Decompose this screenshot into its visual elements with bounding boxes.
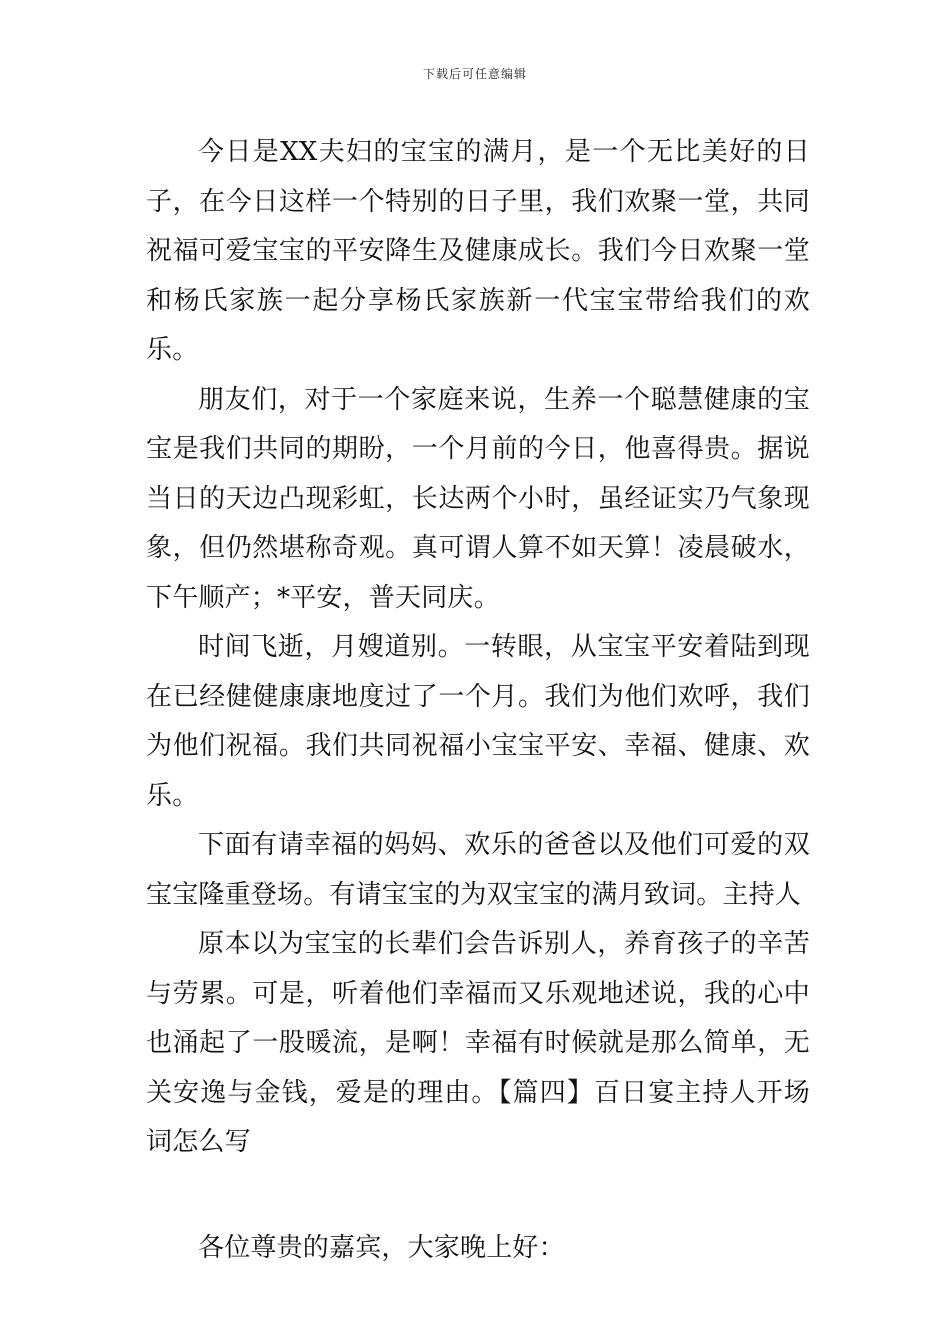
paragraph-3: 时间飞逝，月嫂道别。一转眼，从宝宝平安着陆到现在已经健健康康地度过了一个月。我们为他们欢呼，我们为他们祝福。我们共同祝福小宝宝平安、幸福、健康、欢乐。 [146,632,810,811]
document-body [146,128,810,1273]
paragraph-spacer [146,1168,810,1224]
paragraph-1: 今日是XX夫妇的宝宝的满月，是一个无比美好的日子，在今日这样一个特别的日子里，我们欢聚一堂，共同祝福可爱宝宝的平安降生及健康成长。我们今日欢聚一堂和杨氏家族一起分享杨氏家族新一代宝宝带给我们的欢乐。 [146,137,810,365]
paragraph-5: 原本以为宝宝的长辈们会告诉别人，养育孩子的辛苦与劳累。可是，听着他们幸福而又乐观地述说，我的心中也涌起了一股暖流，是啊！幸福有时候就是那么简单，无关安逸与金钱，爱是的理由。【篇四】百日宴主持人开场词怎么写 [146,929,810,1157]
page-header: 下载后可任意编辑 [422,67,527,81]
paragraph-2: 朋友们，对于一个家庭来说，生养一个聪慧健康的宝宝是我们共同的期盼，一个月前的今日，他喜得贵。据说当日的天边凸现彩虹，长达两个小时，虽经证实乃气象现象，但仍然堪称奇观。真可谓人算不如天算！凌晨破水，下午顺产；*平安，普天同庆。 [146,384,810,613]
paragraph-6: 各位尊贵的嘉宾，大家晚上好： [198,1232,565,1263]
paragraph-4: 下面有请幸福的妈妈、欢乐的爸爸以及他们可爱的双宝宝隆重登场。有请宝宝的为双宝宝的满月致词。主持人 [146,830,810,910]
